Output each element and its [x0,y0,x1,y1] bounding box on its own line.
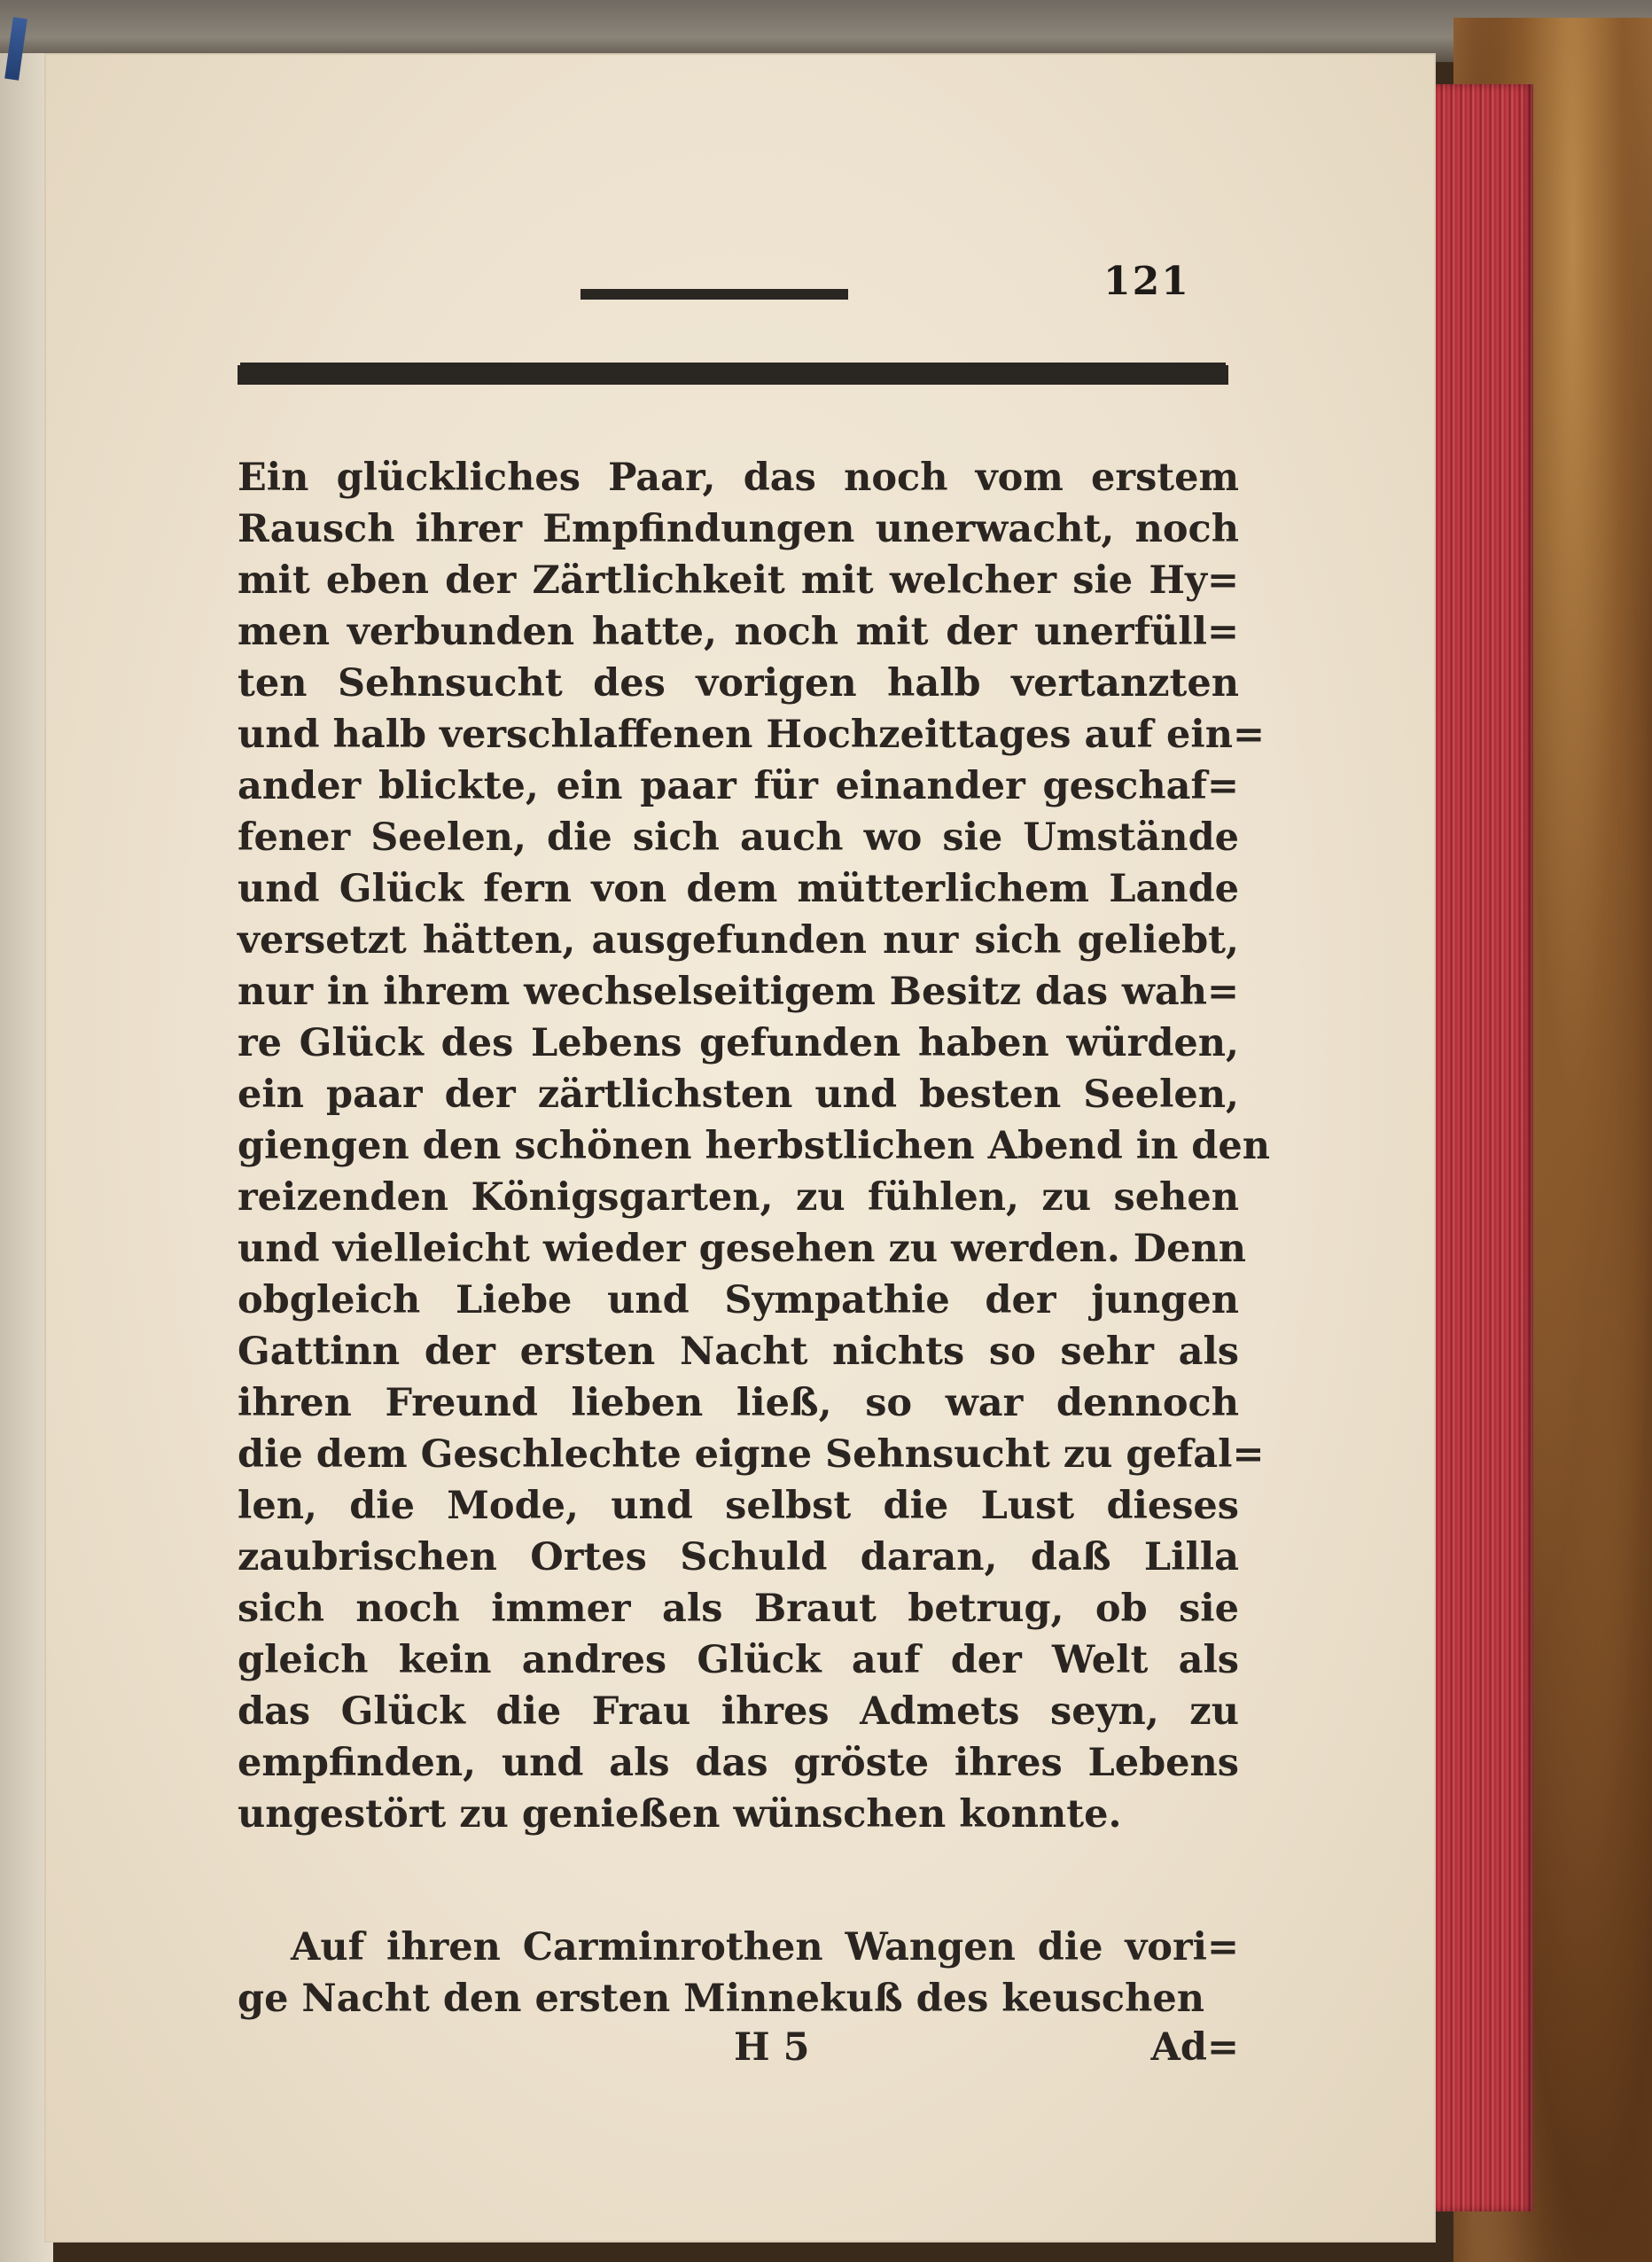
text-line: ein paar der zärtlichsten und besten Seelen, [238,1072,1239,1117]
header-short-rule [581,289,848,300]
page-header [44,53,1436,452]
text-line: re Glück des Lebens gefunden haben würden, [238,1021,1239,1065]
page-footer [238,2025,1239,2077]
text-line: und Glück fern von dem mütterlichem Lande [238,867,1239,911]
text-line: ge Nacht den ersten Minnekuß des keuschen [238,1977,1204,2021]
text-line: gleich kein andres Glück auf der Welt als [238,1638,1239,1682]
text-line: Auf ihren Carminrothen Wangen die vori= [291,1925,1239,1970]
text-line: die dem Geschlechte eigne Sehnsucht zu gefal= [238,1432,1265,1477]
catchword: Ad= [1150,2025,1239,2070]
text-line: ten Sehnsucht des vorigen halb vertanzten [238,661,1239,706]
text-line: men verbunden hatte, noch mit der unerfüll= [238,610,1239,654]
text-line: Ein glückliches Paar, das noch vom erstem [238,456,1239,500]
text-line: fener Seelen, die sich auch wo sie Umstände [238,815,1239,860]
header-long-rule [238,365,1228,385]
text-line: Gattinn der ersten Nacht nichts so sehr als [238,1330,1239,1374]
text-line: ungestört zu genießen wünschen konnte. [238,1792,1122,1837]
text-line: reizenden Königsgarten, zu fühlen, zu sehen [238,1175,1239,1220]
text-line: versetzt hätten, ausgefunden nur sich geliebt, [238,918,1239,963]
book-page [44,53,1436,2242]
text-line: len, die Mode, und selbst die Lust dieses [238,1484,1239,1528]
text-line: und vielleicht wieder gesehen zu werden. Denn [238,1227,1246,1271]
text-line: mit eben der Zärtlichkeit mit welcher sie Hy= [238,558,1239,603]
signature-mark: H 5 [734,2025,810,2070]
text-line: Rausch ihrer Empfindungen unerwacht, noch [238,507,1239,551]
text-line: ihren Freund lieben ließ, so war dennoch [238,1381,1239,1425]
paragraph-2 [238,1922,1239,2024]
text-line: das Glück die Frau ihres Admets seyn, zu [238,1689,1239,1734]
text-line: empfinden, und als das gröste ihres Lebens [238,1741,1239,1785]
text-line: ander blickte, ein paar für einander geschaf= [238,764,1239,808]
page-number: 121 [1103,259,1190,304]
text-line: zaubrischen Ortes Schuld daran, daß Lilla [238,1535,1239,1580]
text-line: obgleich Liebe und Sympathie der jungen [238,1278,1239,1322]
text-line: giengen den schönen herbstlichen Abend in den [238,1124,1270,1168]
red-page-edges [1427,84,1533,2211]
paragraph-1 [238,452,1270,1840]
text-line: sich noch immer als Braut betrug, ob sie [238,1587,1239,1631]
text-line: und halb verschlaffenen Hochzeittages auf ein= [238,713,1266,757]
text-line: nur in ihrem wechselseitigem Besitz das wah= [238,970,1239,1014]
